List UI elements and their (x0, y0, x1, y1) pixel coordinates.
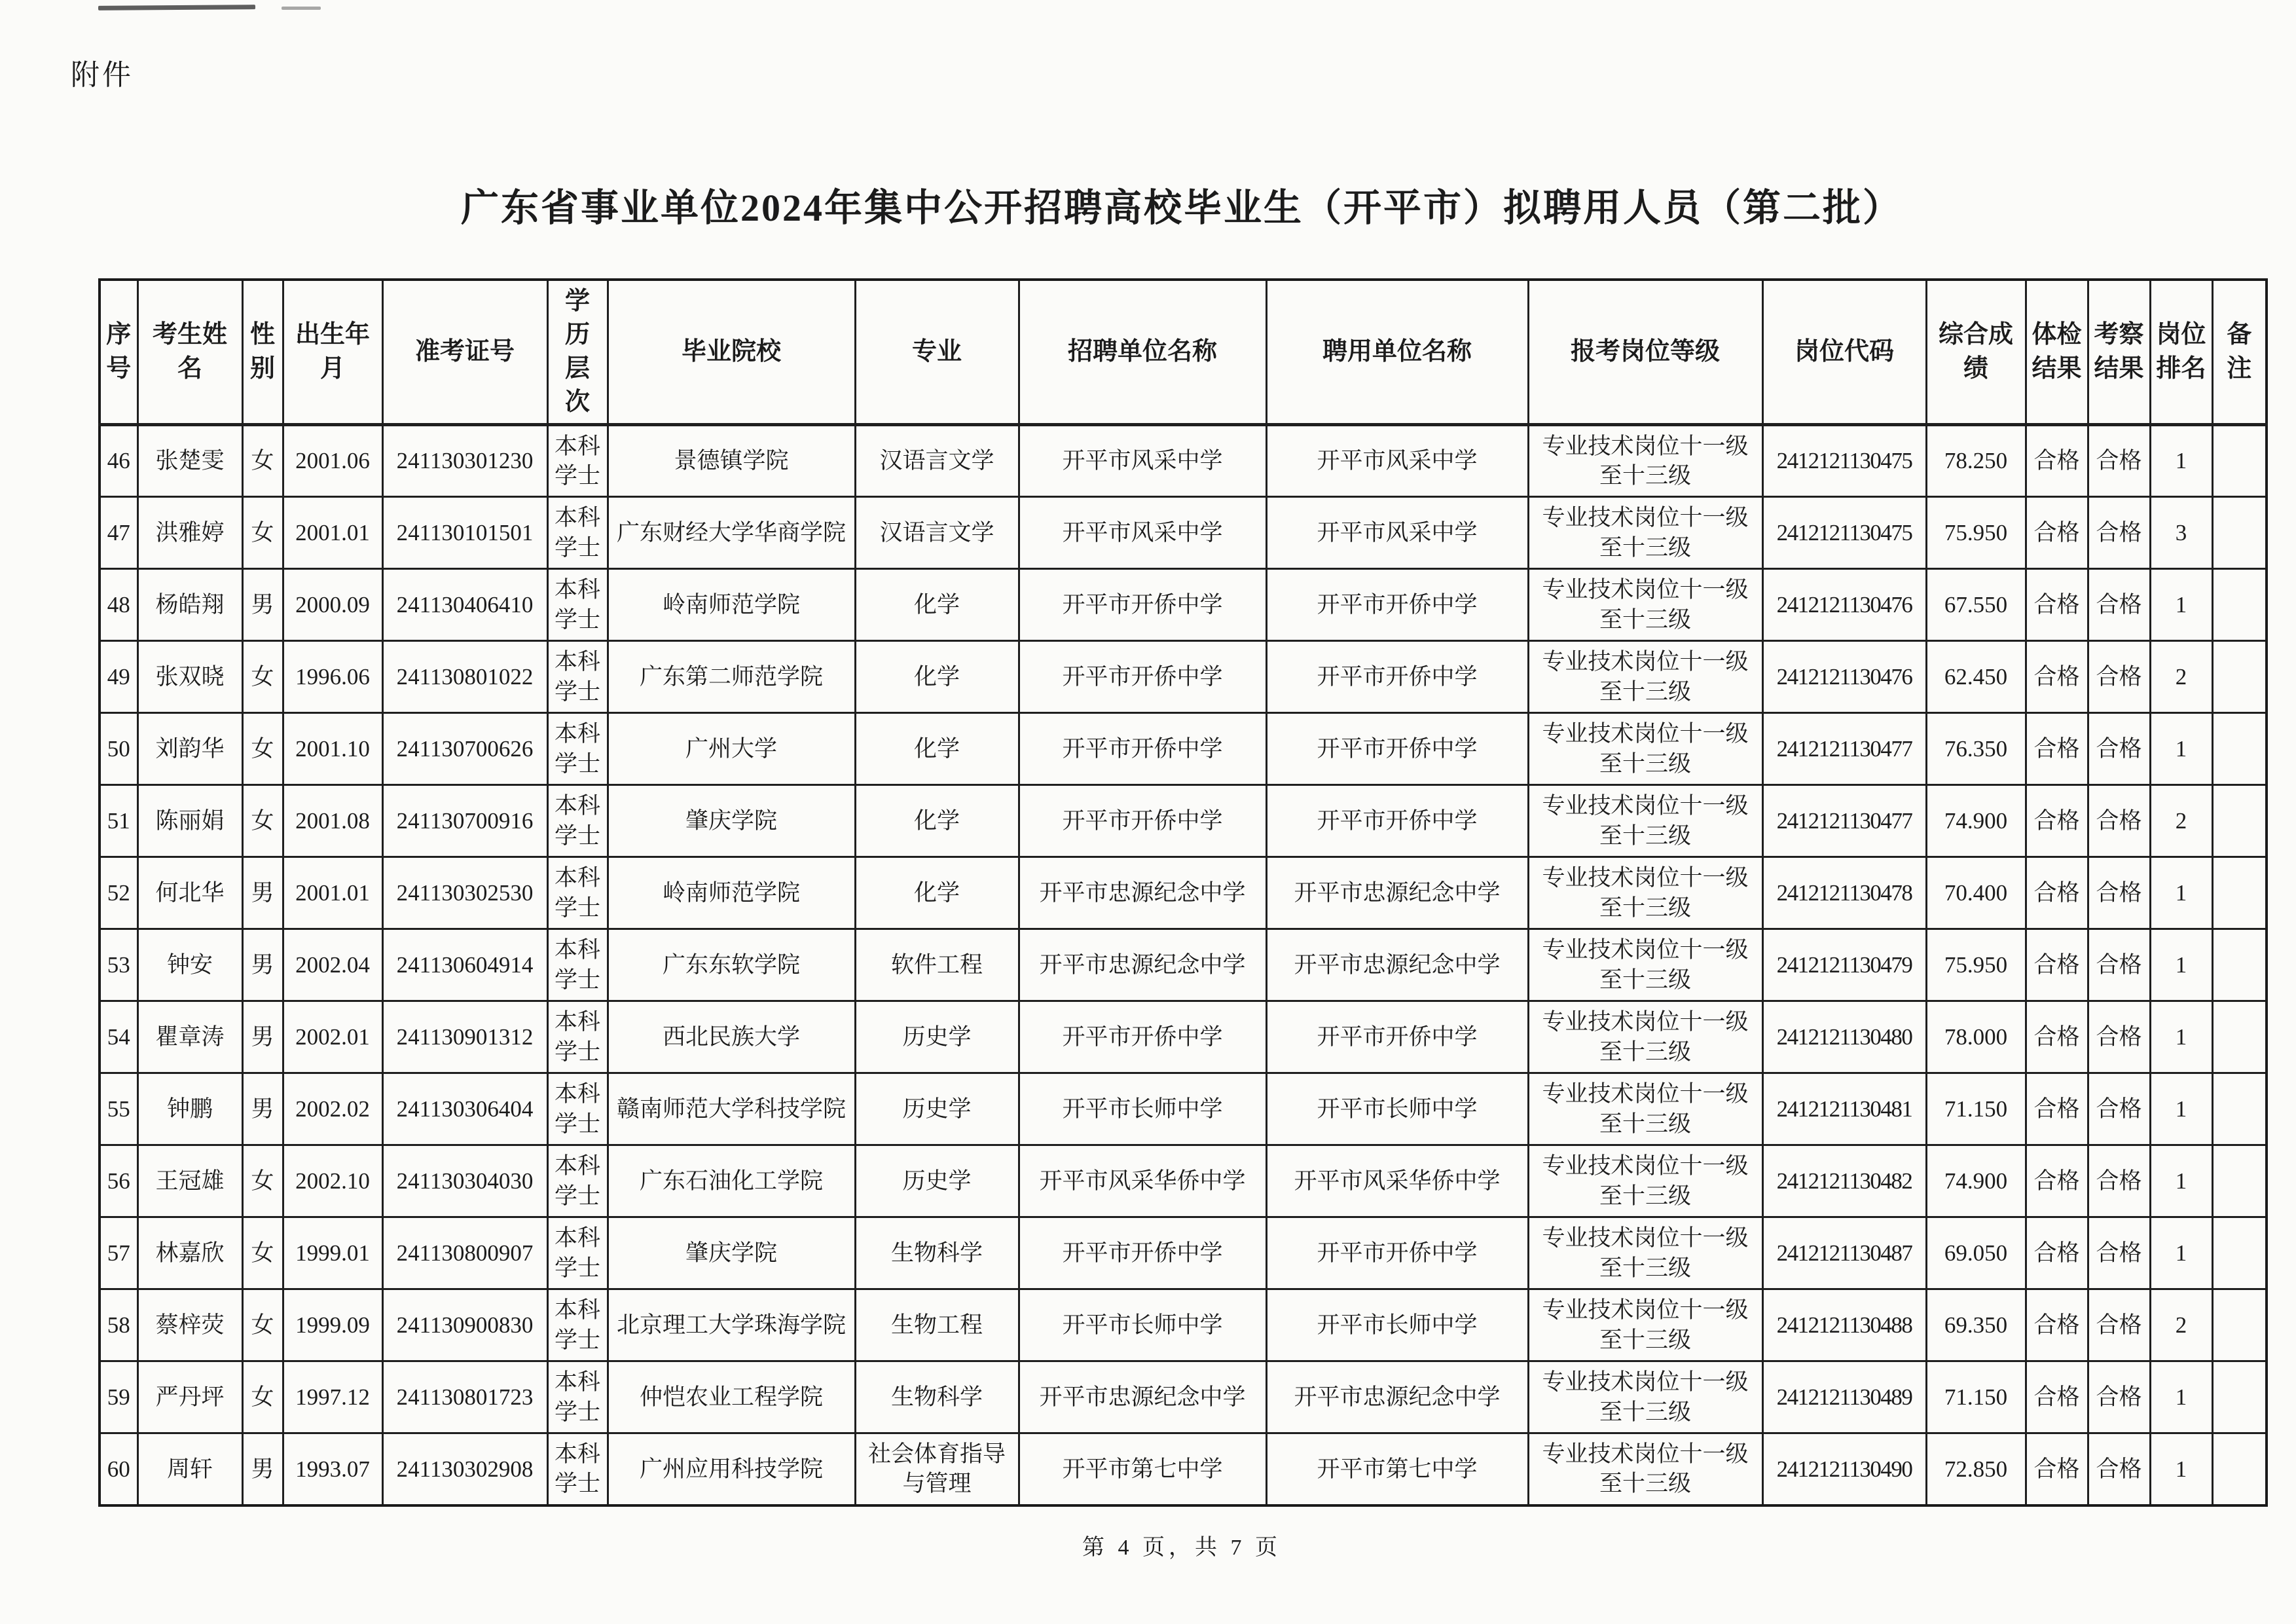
cell-gender: 女 (242, 713, 283, 785)
cell-name: 张双晓 (137, 641, 242, 713)
cell-composite-score: 75.950 (1926, 929, 2026, 1001)
cell-physical-exam-result: 合格 (2026, 1073, 2088, 1145)
cell-physical-exam-result: 合格 (2026, 713, 2088, 785)
table-row (100, 1361, 2267, 1433)
attachment-label: 附件 (71, 59, 134, 91)
cell-post-level: 专业技术岗位十一级至十三级 (1528, 1289, 1762, 1361)
cell-index: 46 (100, 425, 137, 497)
cell-employing-unit: 开平市忠源纪念中学 (1266, 929, 1528, 1001)
cell-graduate-college: 广州应用科技学院 (608, 1433, 855, 1505)
cell-post-level: 专业技术岗位十一级至十三级 (1528, 713, 1762, 785)
cell-index: 54 (100, 1001, 137, 1073)
cell-post-rank: 1 (2150, 1073, 2212, 1145)
cell-post-code: 2412121130490 (1762, 1433, 1926, 1505)
cell-employing-unit: 开平市风采中学 (1266, 497, 1528, 569)
cell-composite-score: 71.150 (1926, 1073, 2026, 1145)
cell-inspection-result: 合格 (2088, 785, 2150, 857)
cell-recruiting-unit: 开平市风采中学 (1019, 425, 1266, 497)
cell-major: 化学 (855, 785, 1019, 857)
cell-composite-score: 62.450 (1926, 641, 2026, 713)
cell-major: 生物科学 (855, 1361, 1019, 1433)
cell-education-level: 本科学士 (547, 713, 608, 785)
cell-birth-date: 2001.01 (283, 857, 382, 929)
cell-gender: 女 (242, 1145, 283, 1217)
cell-recruiting-unit: 开平市开侨中学 (1019, 785, 1266, 857)
cell-composite-score: 69.050 (1926, 1217, 2026, 1289)
cell-graduate-college: 广东东软学院 (608, 929, 855, 1001)
table-row (100, 713, 2267, 785)
col-header-remark: 备注 (2212, 280, 2267, 425)
cell-physical-exam-result: 合格 (2026, 1145, 2088, 1217)
cell-birth-date: 1997.12 (283, 1361, 382, 1433)
cell-post-level: 专业技术岗位十一级至十三级 (1528, 857, 1762, 929)
col-header-graduate-college: 毕业院校 (608, 280, 855, 425)
cell-exam-ticket-no: 241130304030 (382, 1145, 547, 1217)
cell-composite-score: 69.350 (1926, 1289, 2026, 1361)
cell-exam-ticket-no: 241130700626 (382, 713, 547, 785)
cell-post-rank: 1 (2150, 713, 2212, 785)
cell-employing-unit: 开平市忠源纪念中学 (1266, 1361, 1528, 1433)
table-row (100, 1217, 2267, 1289)
table-header-row (100, 280, 2267, 425)
cell-birth-date: 2002.04 (283, 929, 382, 1001)
cell-graduate-college: 仲恺农业工程学院 (608, 1361, 855, 1433)
cell-gender: 男 (242, 569, 283, 641)
cell-exam-ticket-no: 241130700916 (382, 785, 547, 857)
cell-employing-unit: 开平市长师中学 (1266, 1289, 1528, 1361)
cell-major: 化学 (855, 641, 1019, 713)
cell-employing-unit: 开平市开侨中学 (1266, 569, 1528, 641)
cell-graduate-college: 西北民族大学 (608, 1001, 855, 1073)
cell-post-rank: 3 (2150, 497, 2212, 569)
cell-composite-score: 78.000 (1926, 1001, 2026, 1073)
cell-name: 洪雅婷 (137, 497, 242, 569)
cell-remark (2212, 785, 2267, 857)
cell-birth-date: 2002.01 (283, 1001, 382, 1073)
cell-physical-exam-result: 合格 (2026, 641, 2088, 713)
cell-education-level: 本科学士 (547, 425, 608, 497)
cell-index: 59 (100, 1361, 137, 1433)
table-body (100, 425, 2267, 1505)
cell-inspection-result: 合格 (2088, 497, 2150, 569)
cell-remark (2212, 569, 2267, 641)
cell-post-rank: 1 (2150, 929, 2212, 1001)
cell-recruiting-unit: 开平市忠源纪念中学 (1019, 857, 1266, 929)
cell-physical-exam-result: 合格 (2026, 929, 2088, 1001)
cell-inspection-result: 合格 (2088, 1361, 2150, 1433)
cell-recruiting-unit: 开平市长师中学 (1019, 1073, 1266, 1145)
cell-composite-score: 76.350 (1926, 713, 2026, 785)
cell-post-code: 2412121130476 (1762, 641, 1926, 713)
cell-post-code: 2412121130478 (1762, 857, 1926, 929)
cell-post-code: 2412121130482 (1762, 1145, 1926, 1217)
scan-artifact (98, 5, 255, 10)
cell-composite-score: 67.550 (1926, 569, 2026, 641)
cell-name: 钟安 (137, 929, 242, 1001)
cell-major: 化学 (855, 569, 1019, 641)
table-row (100, 929, 2267, 1001)
cell-post-code: 2412121130480 (1762, 1001, 1926, 1073)
table-header-row (100, 280, 2267, 425)
cell-recruiting-unit: 开平市忠源纪念中学 (1019, 929, 1266, 1001)
cell-post-level: 专业技术岗位十一级至十三级 (1528, 1217, 1762, 1289)
cell-post-code: 2412121130489 (1762, 1361, 1926, 1433)
cell-education-level: 本科学士 (547, 569, 608, 641)
cell-index: 49 (100, 641, 137, 713)
cell-inspection-result: 合格 (2088, 929, 2150, 1001)
cell-index: 47 (100, 497, 137, 569)
cell-exam-ticket-no: 241130101501 (382, 497, 547, 569)
cell-index: 60 (100, 1433, 137, 1505)
col-header-major: 专业 (855, 280, 1019, 425)
cell-graduate-college: 北京理工大学珠海学院 (608, 1289, 855, 1361)
col-header-composite-score: 综合成绩 (1926, 280, 2026, 425)
cell-recruiting-unit: 开平市长师中学 (1019, 1289, 1266, 1361)
cell-post-code: 2412121130488 (1762, 1289, 1926, 1361)
cell-birth-date: 1999.01 (283, 1217, 382, 1289)
cell-remark (2212, 1073, 2267, 1145)
cell-birth-date: 2001.06 (283, 425, 382, 497)
cell-index: 50 (100, 713, 137, 785)
cell-post-level: 专业技术岗位十一级至十三级 (1528, 1361, 1762, 1433)
cell-birth-date: 2000.09 (283, 569, 382, 641)
table-row (100, 1073, 2267, 1145)
cell-index: 57 (100, 1217, 137, 1289)
col-header-post-code: 岗位代码 (1762, 280, 1926, 425)
cell-major: 历史学 (855, 1001, 1019, 1073)
cell-name: 周轩 (137, 1433, 242, 1505)
cell-post-code: 2412121130475 (1762, 425, 1926, 497)
cell-education-level: 本科学士 (547, 929, 608, 1001)
col-header-physical-exam-result: 体检结果 (2026, 280, 2088, 425)
cell-post-rank: 2 (2150, 641, 2212, 713)
cell-post-level: 专业技术岗位十一级至十三级 (1528, 1073, 1762, 1145)
cell-post-code: 2412121130479 (1762, 929, 1926, 1001)
col-header-exam-ticket-no: 准考证号 (382, 280, 547, 425)
cell-name: 陈丽娟 (137, 785, 242, 857)
cell-birth-date: 2001.08 (283, 785, 382, 857)
cell-inspection-result: 合格 (2088, 1001, 2150, 1073)
cell-physical-exam-result: 合格 (2026, 1361, 2088, 1433)
cell-gender: 女 (242, 785, 283, 857)
cell-gender: 男 (242, 1433, 283, 1505)
cell-name: 刘韵华 (137, 713, 242, 785)
cell-remark (2212, 1433, 2267, 1505)
hiring-list-table (98, 278, 2268, 1507)
cell-post-level: 专业技术岗位十一级至十三级 (1528, 641, 1762, 713)
cell-composite-score: 74.900 (1926, 785, 2026, 857)
col-header-education-level: 学历层次 (547, 280, 608, 425)
col-header-inspection-result: 考察结果 (2088, 280, 2150, 425)
cell-inspection-result: 合格 (2088, 425, 2150, 497)
cell-remark (2212, 929, 2267, 1001)
cell-composite-score: 71.150 (1926, 1361, 2026, 1433)
cell-recruiting-unit: 开平市开侨中学 (1019, 641, 1266, 713)
cell-employing-unit: 开平市开侨中学 (1266, 641, 1528, 713)
cell-exam-ticket-no: 241130301230 (382, 425, 547, 497)
cell-name: 张楚雯 (137, 425, 242, 497)
cell-exam-ticket-no: 241130604914 (382, 929, 547, 1001)
cell-major: 汉语言文学 (855, 425, 1019, 497)
cell-post-level: 专业技术岗位十一级至十三级 (1528, 1001, 1762, 1073)
table-row (100, 1289, 2267, 1361)
cell-birth-date: 2001.10 (283, 713, 382, 785)
cell-index: 52 (100, 857, 137, 929)
cell-name: 蔡梓荧 (137, 1289, 242, 1361)
cell-composite-score: 78.250 (1926, 425, 2026, 497)
cell-post-rank: 2 (2150, 1289, 2212, 1361)
cell-physical-exam-result: 合格 (2026, 1433, 2088, 1505)
page-footer: 第 4 页，共 7 页 (1082, 1536, 1281, 1560)
cell-graduate-college: 广东第二师范学院 (608, 641, 855, 713)
cell-inspection-result: 合格 (2088, 1217, 2150, 1289)
cell-remark (2212, 713, 2267, 785)
cell-exam-ticket-no: 241130801723 (382, 1361, 547, 1433)
cell-education-level: 本科学士 (547, 1073, 608, 1145)
cell-education-level: 本科学士 (547, 497, 608, 569)
cell-graduate-college: 广东财经大学华商学院 (608, 497, 855, 569)
cell-education-level: 本科学士 (547, 785, 608, 857)
cell-physical-exam-result: 合格 (2026, 425, 2088, 497)
cell-education-level: 本科学士 (547, 1001, 608, 1073)
cell-post-level: 专业技术岗位十一级至十三级 (1528, 1145, 1762, 1217)
col-header-name: 考生姓名 (137, 280, 242, 425)
cell-name: 严丹坪 (137, 1361, 242, 1433)
cell-gender: 女 (242, 1217, 283, 1289)
cell-education-level: 本科学士 (547, 1361, 608, 1433)
cell-inspection-result: 合格 (2088, 1289, 2150, 1361)
cell-recruiting-unit: 开平市忠源纪念中学 (1019, 1361, 1266, 1433)
cell-post-code: 2412121130481 (1762, 1073, 1926, 1145)
cell-employing-unit: 开平市风采华侨中学 (1266, 1145, 1528, 1217)
cell-exam-ticket-no: 241130901312 (382, 1001, 547, 1073)
cell-graduate-college: 岭南师范学院 (608, 569, 855, 641)
cell-major: 汉语言文学 (855, 497, 1019, 569)
cell-composite-score: 75.950 (1926, 497, 2026, 569)
cell-major: 化学 (855, 857, 1019, 929)
cell-post-level: 专业技术岗位十一级至十三级 (1528, 929, 1762, 1001)
cell-birth-date: 1993.07 (283, 1433, 382, 1505)
cell-name: 王冠雄 (137, 1145, 242, 1217)
cell-physical-exam-result: 合格 (2026, 1217, 2088, 1289)
cell-post-code: 2412121130477 (1762, 785, 1926, 857)
cell-index: 55 (100, 1073, 137, 1145)
cell-employing-unit: 开平市长师中学 (1266, 1073, 1528, 1145)
cell-name: 杨皓翔 (137, 569, 242, 641)
cell-exam-ticket-no: 241130900830 (382, 1289, 547, 1361)
cell-recruiting-unit: 开平市风采华侨中学 (1019, 1145, 1266, 1217)
col-header-birth-date: 出生年月 (283, 280, 382, 425)
col-header-post-rank: 岗位排名 (2150, 280, 2212, 425)
cell-graduate-college: 肇庆学院 (608, 1217, 855, 1289)
cell-post-level: 专业技术岗位十一级至十三级 (1528, 1433, 1762, 1505)
table-row (100, 785, 2267, 857)
cell-post-rank: 1 (2150, 1145, 2212, 1217)
cell-post-level: 专业技术岗位十一级至十三级 (1528, 569, 1762, 641)
table-row (100, 1145, 2267, 1217)
cell-inspection-result: 合格 (2088, 641, 2150, 713)
cell-remark (2212, 1361, 2267, 1433)
cell-major: 生物工程 (855, 1289, 1019, 1361)
cell-birth-date: 1996.06 (283, 641, 382, 713)
cell-education-level: 本科学士 (547, 1217, 608, 1289)
cell-physical-exam-result: 合格 (2026, 785, 2088, 857)
cell-index: 53 (100, 929, 137, 1001)
cell-remark (2212, 1001, 2267, 1073)
cell-post-rank: 1 (2150, 857, 2212, 929)
cell-education-level: 本科学士 (547, 1289, 608, 1361)
cell-birth-date: 2001.01 (283, 497, 382, 569)
cell-post-code: 2412121130477 (1762, 713, 1926, 785)
cell-post-rank: 1 (2150, 1433, 2212, 1505)
cell-major: 历史学 (855, 1073, 1019, 1145)
cell-major: 生物科学 (855, 1217, 1019, 1289)
cell-education-level: 本科学士 (547, 1145, 608, 1217)
cell-graduate-college: 景德镇学院 (608, 425, 855, 497)
cell-post-level: 专业技术岗位十一级至十三级 (1528, 497, 1762, 569)
cell-post-code: 2412121130475 (1762, 497, 1926, 569)
col-header-post-level: 报考岗位等级 (1528, 280, 1762, 425)
cell-inspection-result: 合格 (2088, 1145, 2150, 1217)
cell-physical-exam-result: 合格 (2026, 857, 2088, 929)
cell-employing-unit: 开平市开侨中学 (1266, 785, 1528, 857)
cell-post-code: 2412121130476 (1762, 569, 1926, 641)
cell-graduate-college: 岭南师范学院 (608, 857, 855, 929)
cell-birth-date: 2002.10 (283, 1145, 382, 1217)
cell-composite-score: 74.900 (1926, 1145, 2026, 1217)
cell-inspection-result: 合格 (2088, 857, 2150, 929)
cell-recruiting-unit: 开平市开侨中学 (1019, 569, 1266, 641)
cell-index: 51 (100, 785, 137, 857)
cell-post-level: 专业技术岗位十一级至十三级 (1528, 425, 1762, 497)
cell-gender: 女 (242, 1289, 283, 1361)
cell-education-level: 本科学士 (547, 1433, 608, 1505)
cell-employing-unit: 开平市风采中学 (1266, 425, 1528, 497)
col-header-employing-unit: 聘用单位名称 (1266, 280, 1528, 425)
cell-major: 历史学 (855, 1145, 1019, 1217)
cell-exam-ticket-no: 241130302530 (382, 857, 547, 929)
cell-post-rank: 1 (2150, 1001, 2212, 1073)
cell-gender: 女 (242, 1361, 283, 1433)
table-row (100, 569, 2267, 641)
cell-inspection-result: 合格 (2088, 1073, 2150, 1145)
cell-graduate-college: 肇庆学院 (608, 785, 855, 857)
cell-physical-exam-result: 合格 (2026, 1001, 2088, 1073)
cell-post-rank: 1 (2150, 1217, 2212, 1289)
cell-gender: 女 (242, 425, 283, 497)
cell-recruiting-unit: 开平市开侨中学 (1019, 1217, 1266, 1289)
cell-employing-unit: 开平市第七中学 (1266, 1433, 1528, 1505)
cell-remark (2212, 641, 2267, 713)
cell-remark (2212, 425, 2267, 497)
cell-exam-ticket-no: 241130800907 (382, 1217, 547, 1289)
cell-recruiting-unit: 开平市开侨中学 (1019, 713, 1266, 785)
cell-name: 何北华 (137, 857, 242, 929)
cell-recruiting-unit: 开平市第七中学 (1019, 1433, 1266, 1505)
cell-post-level: 专业技术岗位十一级至十三级 (1528, 785, 1762, 857)
table-row (100, 425, 2267, 497)
cell-remark (2212, 497, 2267, 569)
cell-remark (2212, 1145, 2267, 1217)
cell-remark (2212, 1289, 2267, 1361)
cell-graduate-college: 广州大学 (608, 713, 855, 785)
table-row (100, 1001, 2267, 1073)
table-row (100, 497, 2267, 569)
cell-post-rank: 1 (2150, 1361, 2212, 1433)
table-row (100, 857, 2267, 929)
cell-physical-exam-result: 合格 (2026, 569, 2088, 641)
table-row (100, 1433, 2267, 1505)
cell-inspection-result: 合格 (2088, 569, 2150, 641)
scan-artifact (282, 7, 321, 10)
cell-graduate-college: 赣南师范大学科技学院 (608, 1073, 855, 1145)
cell-birth-date: 2002.02 (283, 1073, 382, 1145)
cell-physical-exam-result: 合格 (2026, 1289, 2088, 1361)
cell-employing-unit: 开平市开侨中学 (1266, 713, 1528, 785)
cell-exam-ticket-no: 241130302908 (382, 1433, 547, 1505)
col-header-recruiting-unit: 招聘单位名称 (1019, 280, 1266, 425)
cell-major: 化学 (855, 713, 1019, 785)
cell-inspection-result: 合格 (2088, 713, 2150, 785)
cell-post-code: 2412121130487 (1762, 1217, 1926, 1289)
cell-recruiting-unit: 开平市开侨中学 (1019, 1001, 1266, 1073)
cell-graduate-college: 广东石油化工学院 (608, 1145, 855, 1217)
cell-exam-ticket-no: 241130306404 (382, 1073, 547, 1145)
cell-recruiting-unit: 开平市风采中学 (1019, 497, 1266, 569)
col-header-gender: 性别 (242, 280, 283, 425)
cell-gender: 男 (242, 857, 283, 929)
cell-employing-unit: 开平市开侨中学 (1266, 1001, 1528, 1073)
cell-exam-ticket-no: 241130801022 (382, 641, 547, 713)
cell-post-rank: 1 (2150, 425, 2212, 497)
cell-index: 48 (100, 569, 137, 641)
cell-remark (2212, 1217, 2267, 1289)
cell-composite-score: 72.850 (1926, 1433, 2026, 1505)
cell-major: 社会体育指导与管理 (855, 1433, 1019, 1505)
cell-composite-score: 70.400 (1926, 857, 2026, 929)
cell-post-rank: 1 (2150, 569, 2212, 641)
cell-gender: 男 (242, 929, 283, 1001)
cell-index: 56 (100, 1145, 137, 1217)
cell-employing-unit: 开平市开侨中学 (1266, 1217, 1528, 1289)
cell-post-rank: 2 (2150, 785, 2212, 857)
col-header-index: 序号 (100, 280, 137, 425)
page-title: 广东省事业单位2024年集中公开招聘高校毕业生（开平市）拟聘用人员（第二批） (460, 187, 1903, 229)
cell-education-level: 本科学士 (547, 857, 608, 929)
cell-gender: 女 (242, 497, 283, 569)
cell-exam-ticket-no: 241130406410 (382, 569, 547, 641)
cell-inspection-result: 合格 (2088, 1433, 2150, 1505)
cell-index: 58 (100, 1289, 137, 1361)
cell-name: 瞿章涛 (137, 1001, 242, 1073)
cell-birth-date: 1999.09 (283, 1289, 382, 1361)
cell-remark (2212, 857, 2267, 929)
table-row (100, 641, 2267, 713)
cell-gender: 男 (242, 1001, 283, 1073)
cell-physical-exam-result: 合格 (2026, 497, 2088, 569)
cell-name: 钟鹏 (137, 1073, 242, 1145)
cell-gender: 女 (242, 641, 283, 713)
cell-name: 林嘉欣 (137, 1217, 242, 1289)
cell-education-level: 本科学士 (547, 641, 608, 713)
cell-employing-unit: 开平市忠源纪念中学 (1266, 857, 1528, 929)
cell-gender: 男 (242, 1073, 283, 1145)
cell-major: 软件工程 (855, 929, 1019, 1001)
